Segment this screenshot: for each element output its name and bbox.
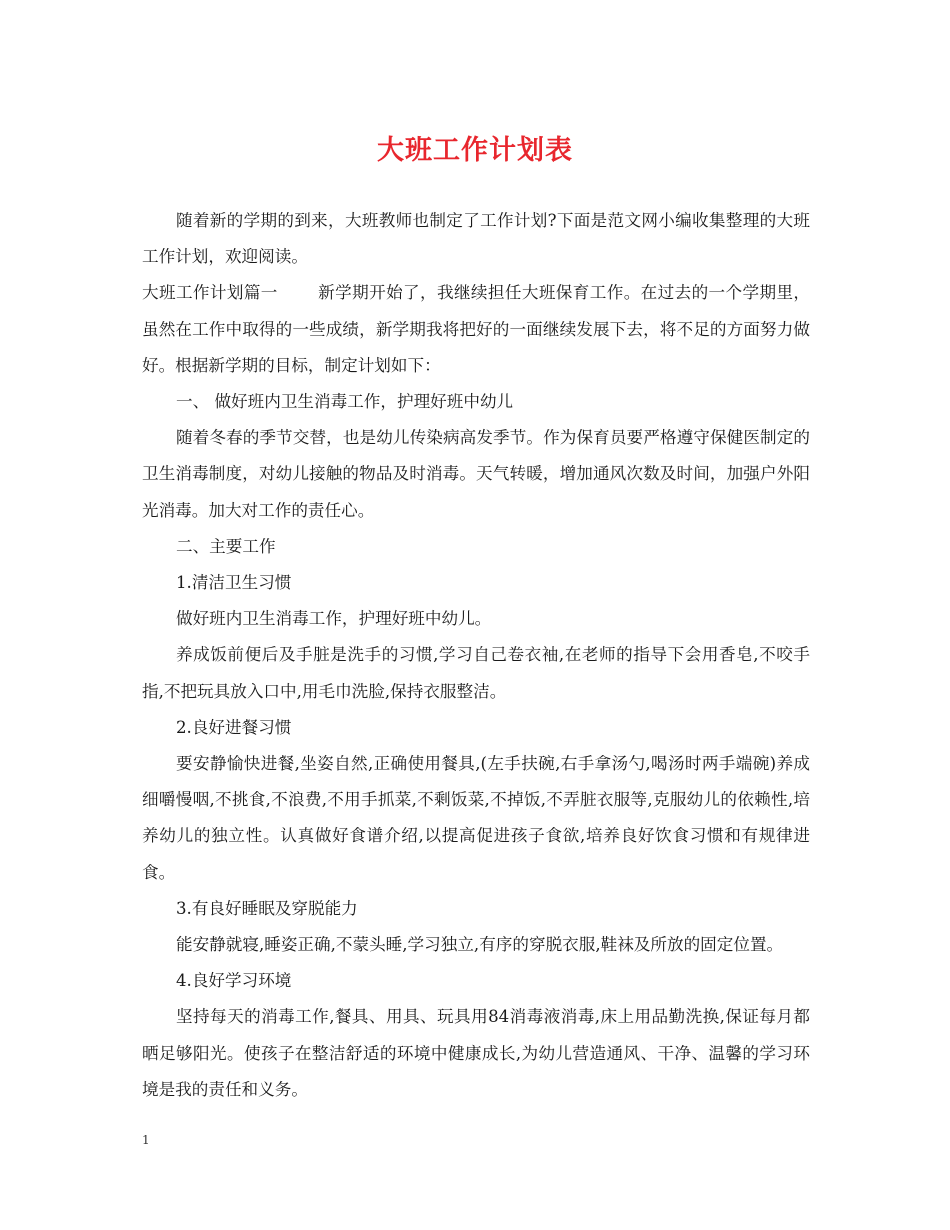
plan-part-one-paragraph: [142, 275, 810, 384]
intro-paragraph: 随着新的学期的到来，大班教师也制定了工作计划?下面是范文网小编收集整理的大班工作计划，欢迎阅读。: [142, 211, 810, 267]
item-three-text: 能安静就寝,睡姿正确,不蒙头睡,学习独立,有序的穿脱衣服,鞋袜及所放的固定位置。: [176, 935, 784, 955]
item-one-text-a: 做好班内卫生消毒工作，护理好班中幼儿。: [176, 609, 492, 629]
document-title: 大班工作计划表: [377, 135, 573, 166]
item-four-text: 坚持每天的消毒工作,餐具、用具、玩具用84消毒液消毒,床上用品勤洗换,保证每月都晒足够阳光。使孩子在整洁舒适的环境中健康成长,为幼儿营造通风、干净、温馨的学习环境是我的责任和义务。: [142, 1007, 810, 1099]
item-three-heading: 3.有良好睡眠及穿脱能力: [176, 898, 358, 918]
section-two-heading: 二、主要工作: [176, 536, 276, 556]
document-body: [142, 203, 810, 1108]
item-one-text-b: 养成饭前便后及手脏是洗手的习惯,学习自己卷衣袖,在老师的指导下会用香皂,不咬手指,不把玩具放入口中,用毛巾洗脸,保持衣服整洁。: [142, 645, 810, 701]
item-one-heading: 1.清洁卫生习惯: [176, 573, 292, 593]
page-number: 1: [142, 1133, 150, 1147]
section-one-heading: 一、 做好班内卫生消毒工作，护理好班中幼儿: [176, 392, 514, 412]
item-four-heading: 4.良好学习环境: [176, 971, 292, 991]
item-two-heading: 2.良好进餐习惯: [176, 717, 292, 737]
plan-part-one-text: 新学期开始了，我继续担任大班保育工作。在过去的一个学期里，虽然在工作中取得的一些成绩，新学期我将把好的一面继续发展下去，将不足的方面努力做好。根据新学期的目标，制定计划如下：: [142, 283, 811, 375]
plan-part-one-heading: 大班工作计划篇一: [142, 283, 278, 303]
section-one-text: 随着冬春的季节交替，也是幼儿传染病高发季节。作为保育员要严格遵守保健医制定的卫生消毒制度，对幼儿接触的物品及时消毒。天气转暖，增加通风次数及时间，加强户外阳光消毒。加大对工作的责任心。: [142, 428, 810, 520]
item-two-text: 要安静愉快进餐,坐姿自然,正确使用餐具,(左手扶碗,右手拿汤勺,喝汤时两手端碗)养成细嚼慢咽,不挑食,不浪费,不用手抓菜,不剩饭菜,不掉饭,不弄脏衣服等,克服幼儿的依赖性,培养幼儿的独立性。认真做好食谱介绍,以提高促进孩子食欲,培养良好饮食习惯和有规律进食。: [142, 754, 810, 882]
